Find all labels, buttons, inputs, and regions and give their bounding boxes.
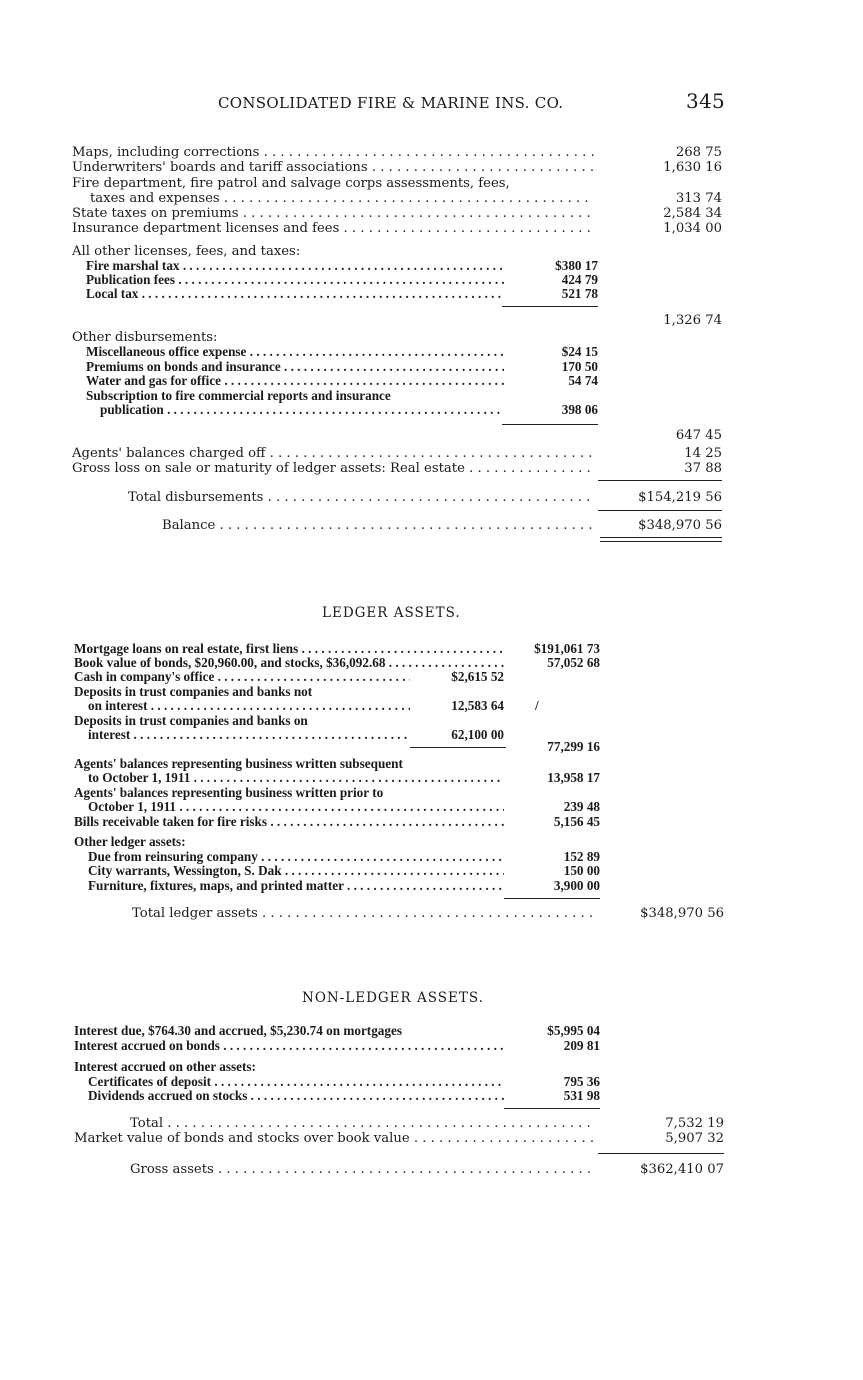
row-premiums-bonds: Premiums on bonds and insurance . . . 170 50 (0, 359, 863, 375)
heading-other-licenses: All other licenses, fees, and taxes: (72, 244, 301, 259)
row-city-warrants: City warrants, Wessington, S. Dak . . . 150 00 (0, 863, 863, 879)
heading-other-disbursements: Other disbursements: (72, 330, 218, 345)
row-bills-receivable: Bills receivable taken for fire risks . . . 5,156 45 (0, 814, 863, 830)
row-local-tax: Local tax . . . 521 78 (0, 286, 863, 302)
row-water-gas: Water and gas for office . . . 54 74 (0, 373, 863, 389)
row-gross-loss: Gross loss on sale or maturity of ledger assets: Real estate . . . 37 88 (0, 461, 863, 477)
row-licenses-total: 1,326 74 (663, 313, 722, 328)
row-agents-charged-off: Agents' balances charged off . . . 14 25 (0, 446, 863, 462)
row-interest-mortgages: Interest due, $764.30 and accrued, $5,230.74 on mortgages $5,995 04 (74, 1023, 600, 1038)
row-subscription-line1: Subscription to fire commercial reports and insurance (86, 388, 391, 403)
row-total-ledger-assets: Total ledger assets . . . $348,970 56 (0, 906, 863, 922)
row-interest-bonds: Interest accrued on bonds . . . 209 81 (0, 1038, 863, 1054)
row-dividends: Dividends accrued on stocks . . . 531 98 (0, 1088, 863, 1104)
row-insurance-dept: Insurance department licenses and fees . . . 1,034 00 (0, 221, 863, 237)
total-rule (598, 480, 722, 481)
row-agents-after: to October 1, 1911 . . . 13,958 17 (0, 770, 863, 786)
subtotal-rule (504, 898, 600, 899)
subtotal-rule (504, 1108, 600, 1109)
row-cash: Cash in company's office . . . $2,615 52 (0, 669, 863, 685)
row-deposits-not: on interest . . . 12,583 64 / (0, 698, 863, 714)
page-number: 345 (686, 89, 726, 113)
row-maps: Maps, including corrections . . . 268 75 (0, 145, 863, 161)
row-market-value: Market value of bonds and stocks over book value . . . 5,907 32 (0, 1131, 863, 1147)
row-agents-prior: October 1, 1911 . . . 239 48 (0, 799, 863, 815)
row-book-value: Book value of bonds, $20,960.00, and stocks, $36,092.68 . . . 57,052 68 (0, 655, 863, 671)
row-other-total: 647 45 (675, 428, 722, 443)
row-agents-prior-line1: Agents' balances representing business written prior to (74, 785, 384, 800)
row-due-reinsuring: Due from reinsuring company . . . 152 89 (0, 849, 863, 865)
row-fire-marshal: Fire marshal tax . . . $380 17 (0, 258, 863, 274)
check-mark: / (535, 698, 539, 713)
row-total-disbursements: Total disbursements . . . $154,219 56 (0, 490, 863, 506)
row-deposits-on: interest . . . 62,100 00 (0, 727, 863, 743)
row-cash-total: 77,299 16 (547, 739, 600, 754)
row-certificates: Certificates of deposit . . . 795 36 (0, 1074, 863, 1090)
page-title: CONSOLIDATED FIRE & MARINE INS. CO. (218, 94, 564, 112)
row-non-ledger-total: Total . . . 7,532 19 (0, 1116, 863, 1132)
row-state-taxes: State taxes on premiums . . . 2,584 34 (0, 206, 863, 222)
row-misc-office: Miscellaneous office expense . . . $24 15 (0, 344, 863, 360)
total-rule (598, 510, 722, 511)
row-publication-fees: Publication fees . . . 424 79 (0, 272, 863, 288)
total-rule (598, 1153, 724, 1154)
row-furniture: Furniture, fixtures, maps, and printed matter . . . 3,900 00 (0, 878, 863, 894)
row-agents-after-line1: Agents' balances representing business written subsequent (74, 756, 403, 771)
subtotal-rule (502, 424, 598, 425)
row-underwriters: Underwriters' boards and tariff associations . . . 1,630 16 (0, 160, 863, 176)
row-fire-dept: taxes and expenses . . . 313 74 (0, 191, 863, 207)
row-subscription: publication . . . 398 06 (0, 402, 863, 418)
heading-other-ledger-assets: Other ledger assets: (74, 834, 186, 849)
heading-interest-other: Interest accrued on other assets: (74, 1059, 256, 1074)
row-balance: Balance . . . $348,970 56 (0, 518, 863, 534)
subtotal-rule (502, 306, 598, 307)
row-deposits-on-line1: Deposits in trust companies and banks on (74, 713, 308, 728)
document-page: CONSOLIDATED FIRE & MARINE INS. CO. 345 Maps, including corrections . . . 268 75 Underwriters' boards and tariff associations . . . 1,630 16 Fire department, fire patrol and salvage corps assessments, fees, taxes and expenses . . . 313 74 State taxes on premiums . . . 2,584 34 Insurance department licenses and fees . . . 1,034 00 All other licenses, fees, and taxes: Fire marshal tax . . . $380 17 Publication fees . . . 424 79 Local tax . . . 521 78 1,326 74 Other disbursements: Miscellaneous office expense . . . $24 15 Premiums on bonds and insurance . . . 170 50 Water and gas for office . . . 54 74 Subscription to fire commercial reports and insurance publication . . . 398 06 647 45 Agents' balances charged off . . . 14 25 Gross loss on sale or maturity of ledger assets: Real estate . . . 37 88 Total disbursements . . . $154,219 56 Balance . . . $348,970 56 LEDGER ASSETS. Mortgage loans on real estate, first liens . . . $191,061 73 Book value of bonds, $20,960.00, and stocks, $36,092.68 . . . 57,052 68 Cash in company's office . . . $2,615 52 Deposits in trust companies and banks not on interest . . . 12,583 64 / Deposits in trust companies and banks on interest . . . 62,100 00 77,299 16 Agents' balances representing business written subsequent to October 1, 1911 . . . 13,958 17 Agents' balances representing business written prior to October 1, 1911 . . . 239 48 Bills receivable taken for fire risks . . . 5,156 45 Other ledger assets: Due from reinsuring company . . . 152 89 City warrants, Wessington, S. Dak . . . 150 00 Furniture, fixtures, maps, and printed matter . . . 3,900 00 Total ledger assets . . . $348,970 56 NON-LEDGER ASSETS. Interest due, $764.30 and accrued, $5,230.74 on mortgages $5,995 04 Interest accrued on bonds . . . 209 81 Interest accrued on other assets: Certificates of deposit . . . 795 36 Dividends accrued on stocks . . . 531 98 Total . . . 7,532 19 Market value of bonds and stocks over book value . . . 5,907 32 Gross assets . . . $362,410 07 (0, 0, 863, 1380)
row-mortgage-loans: Mortgage loans on real estate, first liens . . . $191,061 73 (0, 641, 863, 657)
row-fire-dept-line1: Fire department, fire patrol and salvage corps assessments, fees, (72, 176, 510, 191)
row-gross-assets: Gross assets . . . $362,410 07 (0, 1162, 863, 1178)
row-deposits-not-line1: Deposits in trust companies and banks not (74, 684, 313, 699)
double-rule (600, 537, 722, 542)
